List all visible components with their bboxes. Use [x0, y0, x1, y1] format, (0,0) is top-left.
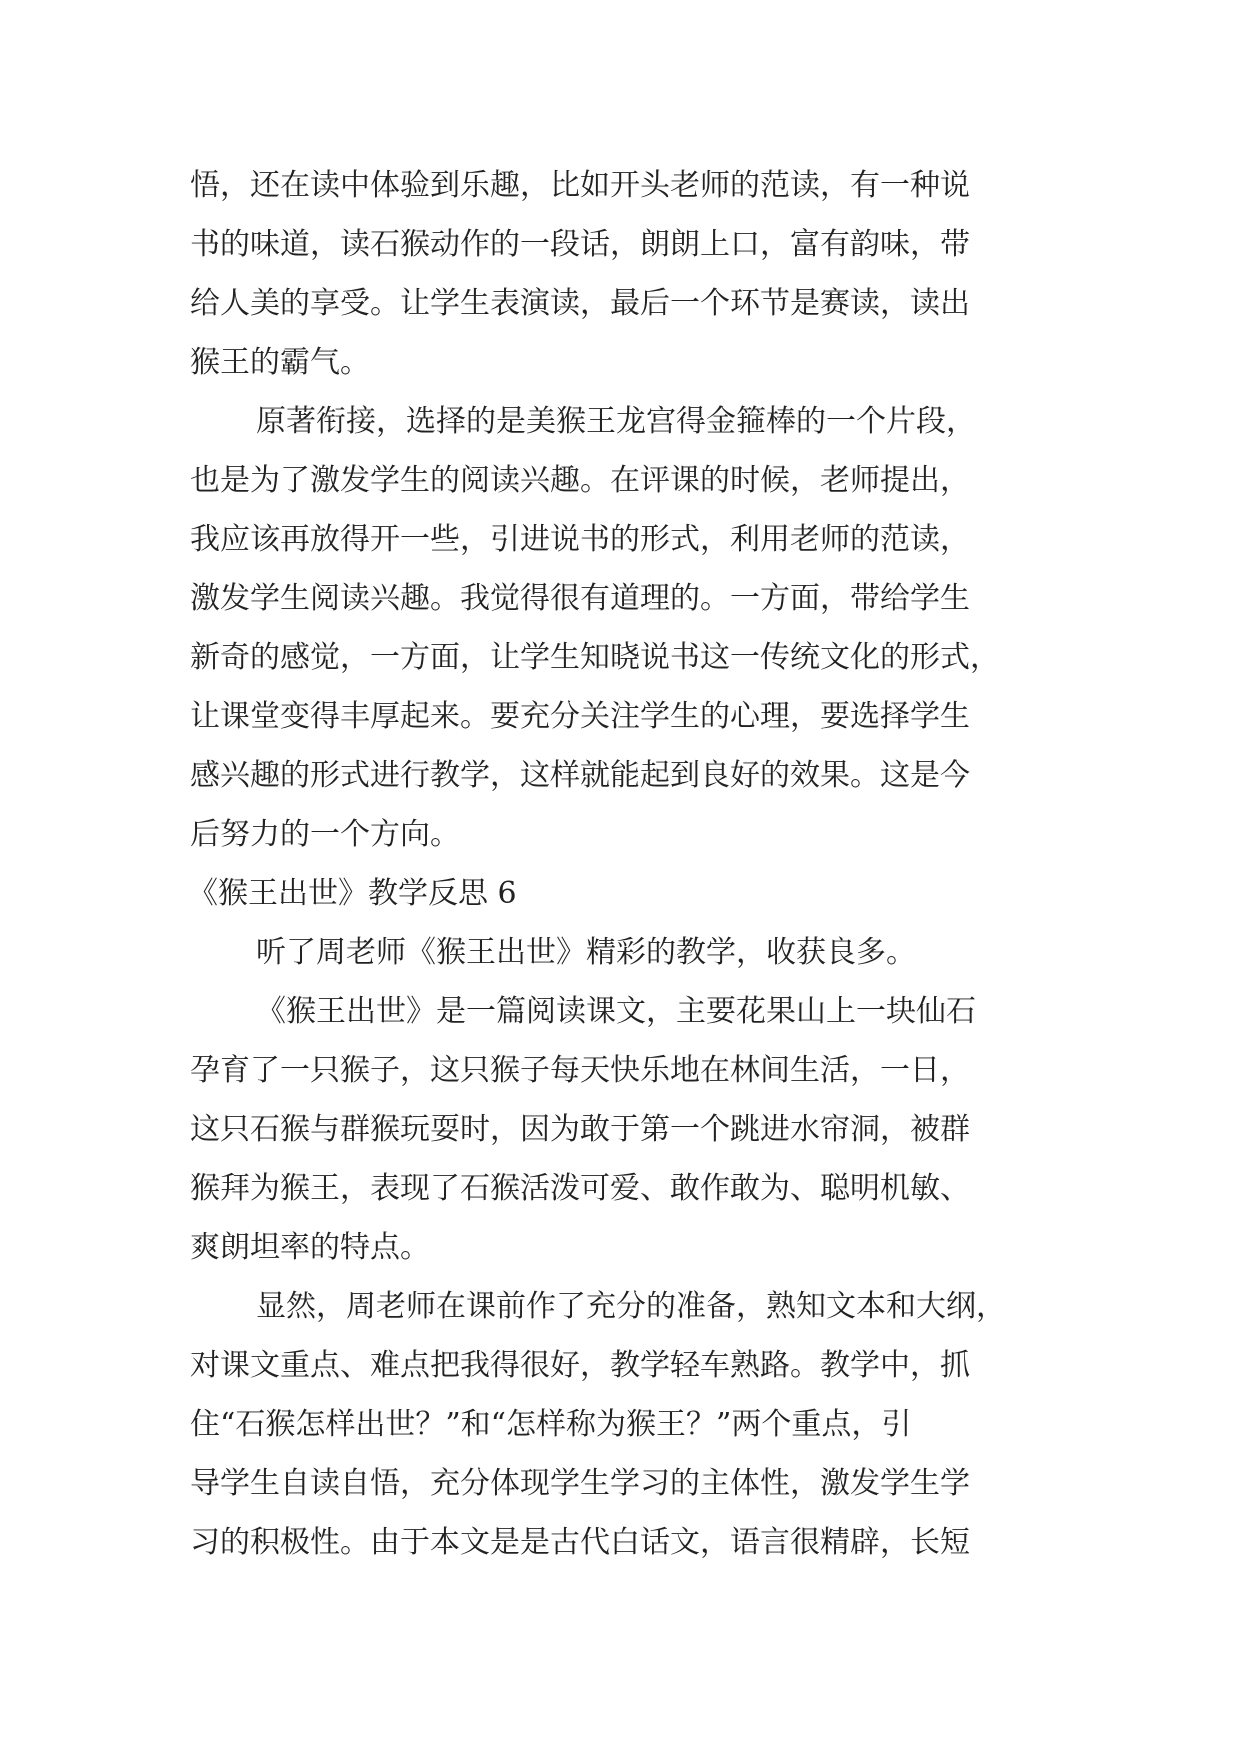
text-line: 我应该再放得开一些，引进说书的形式，利用老师的范读，: [190, 522, 970, 557]
text-line: 导学生自读自悟，充分体现学生学习的主体性，激发学生学: [190, 1466, 970, 1501]
text-line: 也是为了激发学生的阅读兴趣。在评课的时候，老师提出，: [190, 463, 970, 498]
text-line: 新奇的感觉，一方面，让学生知晓说书这一传统文化的形式，: [190, 640, 1000, 675]
text-line: 感兴趣的形式进行教学，这样就能起到良好的效果。这是今: [190, 758, 970, 793]
text-line: 显然，周老师在课前作了充分的准备，熟知文本和大纲，: [256, 1289, 1006, 1324]
text-line: 后努力的一个方向。: [190, 817, 460, 852]
text-line: 原著衔接，选择的是美猴王龙宫得金箍棒的一个片段，: [256, 404, 976, 439]
paragraph: [190, 982, 1050, 1277]
document-body: [190, 156, 1050, 1572]
text-line: 对课文重点、难点把我得很好，教学轻车熟路。教学中，抓: [190, 1348, 970, 1383]
text-line: 让课堂变得丰厚起来。要充分关注学生的心理，要选择学生: [190, 699, 970, 734]
text-line: 《猴王出世》是一篇阅读课文，主要花果山上一块仙石: [256, 994, 976, 1029]
paragraph: [190, 1277, 1050, 1572]
text-line: 给人美的享受。让学生表演读，最后一个环节是赛读，读出: [190, 286, 970, 321]
text-line: 孕育了一只猴子，这只猴子每天快乐地在林间生活，一日，: [190, 1053, 970, 1088]
text-line: 猴王的霸气。: [190, 345, 370, 380]
text-line: 爽朗坦率的特点。: [190, 1230, 430, 1265]
text-line: 悟，还在读中体验到乐趣，比如开头老师的范读，有一种说: [190, 168, 970, 203]
paragraph: [190, 392, 1050, 864]
text-line: 住“石猴怎样出世？”和“怎样称为猴王？”两个重点，引: [190, 1407, 912, 1442]
text-line: 这只石猴与群猴玩耍时，因为敢于第一个跳进水帘洞，被群: [190, 1112, 970, 1147]
text-line: 激发学生阅读兴趣。我觉得很有道理的。一方面，带给学生: [190, 581, 970, 616]
text-line: 书的味道，读石猴动作的一段话，朗朗上口，富有韵味，带: [190, 227, 970, 262]
text-line: 习的积极性。由于本文是是古代白话文，语言很精辟，长短: [190, 1525, 970, 1560]
paragraph: [190, 923, 1050, 982]
paragraph: [190, 156, 1050, 392]
text-line: 猴拜为猴王，表现了石猴活泼可爱、敢作敢为、聪明机敏、: [190, 1171, 970, 1206]
text-line: 听了周老师《猴王出世》精彩的教学，收获良多。: [256, 935, 916, 970]
section-heading: 《猴王出世》教学反思 6: [188, 876, 517, 911]
